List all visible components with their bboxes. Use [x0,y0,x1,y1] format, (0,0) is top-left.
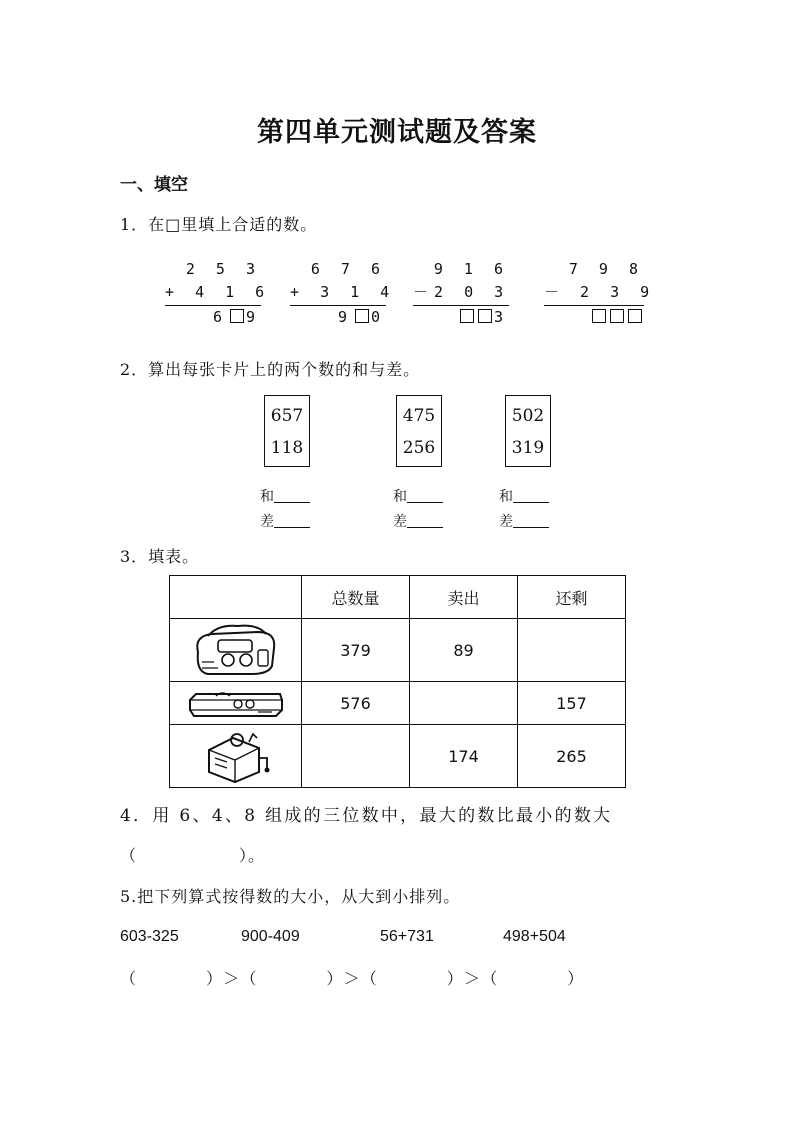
result-digit: 6 [212,308,228,326]
q4-answer-blank[interactable]: （ ）。 [120,846,266,865]
sum-label: 和 [393,489,407,505]
sum-label: 和 [260,489,274,505]
result-digit: 9 [245,308,261,326]
answer-box[interactable] [460,309,474,323]
result-digit: 0 [370,308,386,326]
diff-blank-2[interactable] [393,511,443,531]
calc-top: 2 5 3 [185,260,261,278]
handbag-icon [170,619,302,682]
cell-left-answer[interactable] [518,619,626,682]
page-title: 第四单元测试题及答案 [257,117,537,148]
diff-label: 差 [499,514,513,530]
number-card-2 [396,395,442,467]
cell-sold-answer[interactable] [410,682,518,725]
diff-label: 差 [260,514,274,530]
cell-sold: 174 [410,725,518,788]
header-cell-blank [170,576,302,619]
card-number-a: 475 [402,406,436,426]
ordering-answer-line[interactable]: （ ）＞（ ）＞（ ）＞（ ） [120,969,585,988]
answer-box[interactable] [355,309,369,323]
calc-top: 9 1 6 [433,260,509,278]
sum-label: 和 [499,489,513,505]
header-left: 还剩 [518,576,626,619]
q3-prompt: 3．填表。 [120,547,200,566]
calc-bottom: 3 1 4 [320,283,396,301]
calc-top: 7 9 8 [568,260,644,278]
q4-line1: 4．用 6、4、8 组成的三位数中，最大的数比最小的数大 [120,806,613,826]
calc-bottom: 2 3 9 [580,283,656,301]
card-number-a: 657 [270,406,304,426]
sum-blank-2[interactable] [393,486,443,506]
card-number-a: 502 [511,406,545,426]
answer-box[interactable] [478,309,492,323]
expression-1: 603-325 [120,928,179,945]
cell-left: 157 [518,682,626,725]
card-number-b: 256 [402,438,436,458]
q1-prompt: 1．在□里填上合适的数。 [120,215,318,234]
calc-operator: + [165,283,181,301]
vertical-calc-2 [290,258,396,329]
diff-label: 差 [393,514,407,530]
calc-operator: － [544,283,566,301]
diff-blank-3[interactable] [499,511,549,531]
calc-top: 6 7 6 [310,260,386,278]
cell-total-answer[interactable] [302,725,410,788]
expression-4: 498+504 [503,928,566,945]
header-total: 总数量 [302,576,410,619]
cell-left: 265 [518,725,626,788]
sum-blank-3[interactable] [499,486,549,506]
expression-2: 900-409 [241,928,300,945]
answer-box[interactable] [230,309,244,323]
calc-operator: + [290,283,306,301]
section-heading: 一、填空 [120,175,188,195]
card-number-b: 319 [511,438,545,458]
card-number-b: 118 [270,438,304,458]
result-digit: 9 [337,308,353,326]
q2-prompt: 2．算出每张卡片上的两个数的和与差。 [120,360,421,379]
calc-bottom: 2 0 3 [434,283,510,301]
number-card-1 [264,395,310,467]
q5-prompt: 5.把下列算式按得数的大小，从大到小排列。 [120,887,461,906]
vertical-calc-4 [544,258,656,329]
result-digit: 3 [493,308,509,326]
expression-3: 56+731 [380,928,434,945]
cell-sold: 89 [410,619,518,682]
diff-blank-1[interactable] [260,511,310,531]
vertical-calc-3 [413,258,509,329]
number-card-3 [505,395,551,467]
vertical-calc-1 [165,258,271,329]
header-sold: 卖出 [410,576,518,619]
sum-blank-1[interactable] [260,486,310,506]
pencil-sharpener-icon [170,725,302,788]
calc-operator: － [413,283,435,301]
sales-table [169,575,626,788]
cell-total: 379 [302,619,410,682]
pencil-case-icon [170,682,302,725]
answer-box[interactable] [610,309,624,323]
cell-total: 576 [302,682,410,725]
answer-box[interactable] [592,309,606,323]
calc-bottom: 4 1 6 [195,283,271,301]
answer-box[interactable] [628,309,642,323]
